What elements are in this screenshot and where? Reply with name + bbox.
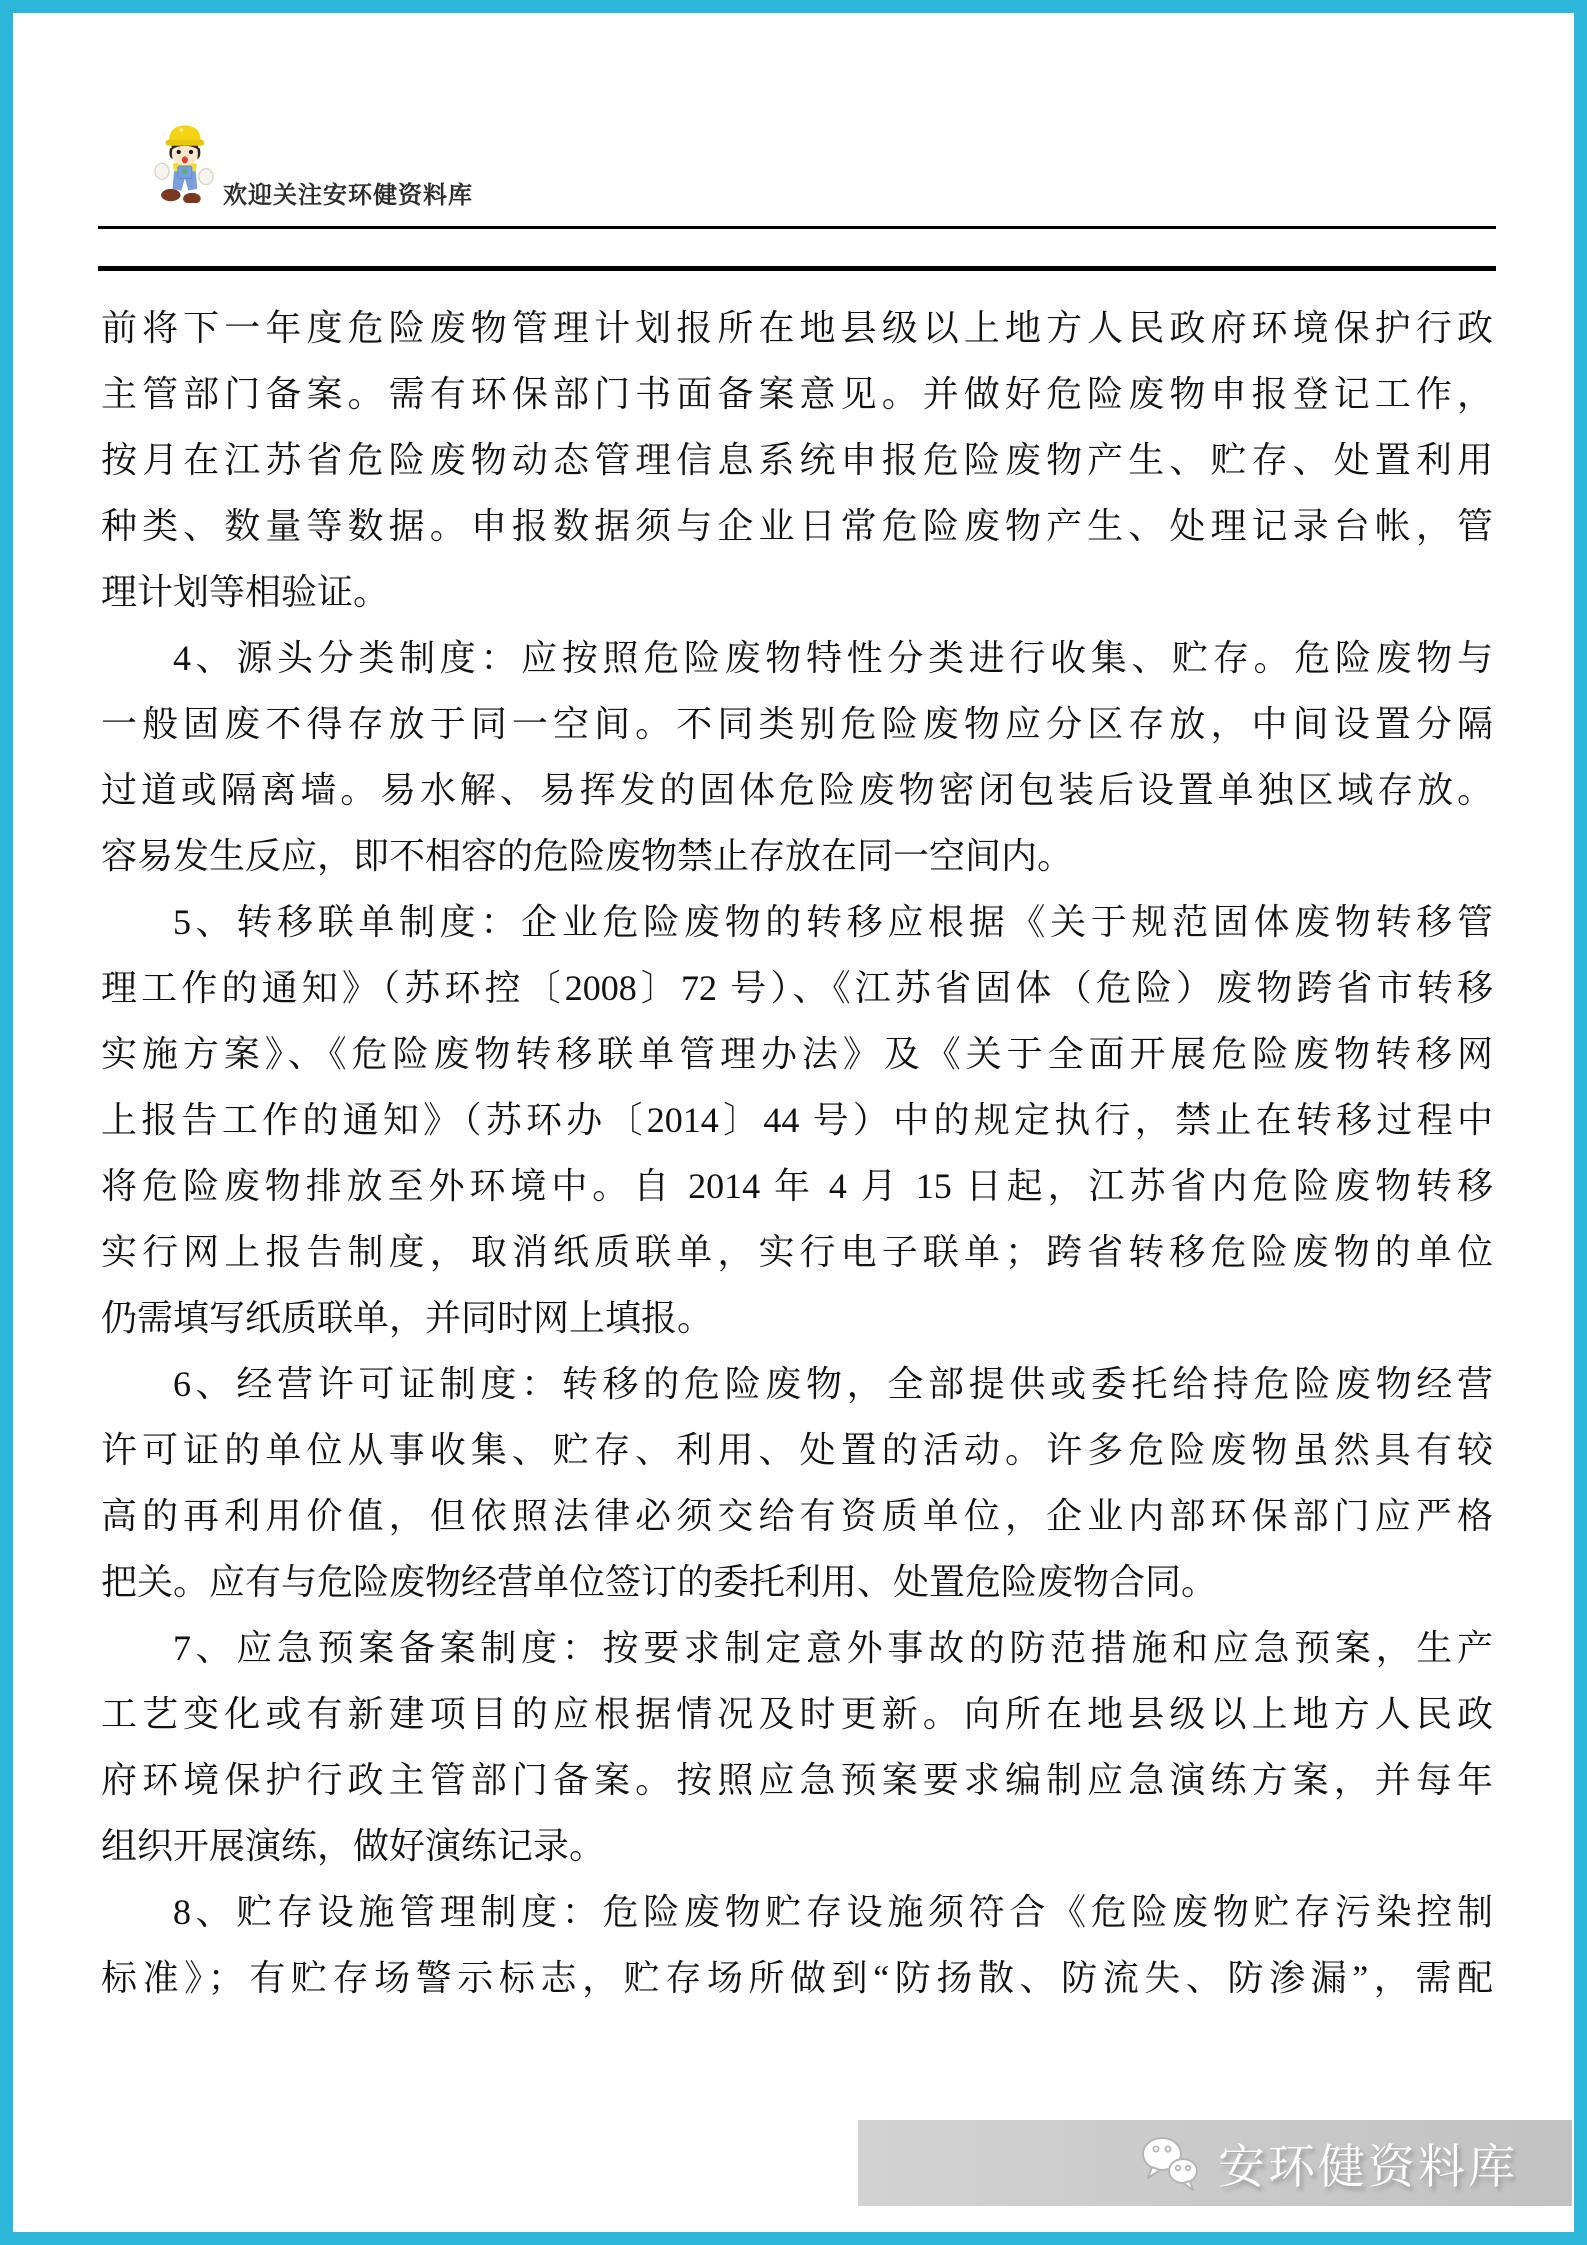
body-line-21: 7、应急预案备案制度：按要求制定意外事故的防范措施和应急预案，生产 [173,1628,1493,1668]
body-line-26: 标准》；有贮存场警示标志，贮存场所做到“防扬散、防流失、防渗漏”，需配 [101,1958,1493,1998]
body-line-13: 上报告工作的通知》（苏环办〔2014〕44 号）中的规定执行，禁止在转移过程中 [101,1100,1493,1140]
body-line-6: 4、源头分类制度：应按照危险废物特性分类进行收集、贮存。危险废物与 [173,638,1493,678]
divider-line-thick [98,266,1496,271]
body-line-11: 理工作的通知》（苏环控〔2008〕72 号）、《江苏省固体（危险）废物跨省市转移 [101,968,1493,1008]
body-line-19: 高的再利用价值，但依照法律必须交给有资质单位，企业内部环保部门应严格 [101,1496,1493,1536]
body-line-3: 按月在江苏省危险废物动态管理信息系统申报危险废物产生、贮存、处置利用 [101,440,1493,480]
document-body [101,295,1493,2011]
body-line-12: 实施方案》、《危险废物转移联单管理办法》及《关于全面开展危险废物转移网 [101,1034,1493,1074]
safety-worker-mascot-icon [153,115,215,203]
body-line-24: 组织开展演练，做好演练记录。 [101,1826,606,1866]
divider-line-thin [98,226,1496,229]
body-line-18: 许可证的单位从事收集、贮存、利用、处置的活动。许多危险废物虽然具有较 [101,1430,1493,1470]
body-line-14: 将危险废物排放至外环境中。自 2014 年 4 月 15 日起，江苏省内危险废物转移 [101,1166,1493,1206]
body-line-4: 种类、数量等数据。申报数据须与企业日常危险废物产生、处理记录台帐，管 [101,506,1493,546]
body-line-25: 8、贮存设施管理制度：危险废物贮存设施须符合《危险废物贮存污染控制 [173,1892,1493,1932]
footer-watermark [858,2120,1572,2206]
body-line-2: 主管部门备案。需有环保部门书面备案意见。并做好危险废物申报登记工作， [101,374,1493,414]
body-line-22: 工艺变化或有新建项目的应根据情况及时更新。向所在地县级以上地方人民政 [101,1694,1493,1734]
body-line-10: 5、转移联单制度：企业危险废物的转移应根据《关于规范固体废物转移管 [173,902,1493,942]
wechat-icon [1140,2134,1204,2192]
body-line-16: 仍需填写纸质联单，并同时网上填报。 [101,1298,714,1338]
body-line-23: 府环境保护行政主管部门备案。按照应急预案要求编制应急演练方案，并每年 [101,1760,1493,1800]
body-line-7: 一般固废不得存放于同一空间。不同类别危险废物应分区存放，中间设置分隔 [101,704,1493,744]
body-line-5: 理计划等相验证。 [101,572,390,612]
body-line-9: 容易发生反应，即不相容的危险废物禁止存放在同一空间内。 [101,836,1074,876]
body-line-1: 前将下一年度危险废物管理计划报所在地县级以上地方人民政府环境保护行政 [101,308,1493,348]
body-line-8: 过道或隔离墙。易水解、易挥发的固体危险废物密闭包装后设置单独区域存放。 [101,770,1493,810]
watermark-text: 安环健资料库 [1218,2139,1518,2193]
body-line-17: 6、经营许可证制度：转移的危险废物，全部提供或委托给持危险废物经营 [173,1364,1493,1404]
body-line-15: 实行网上报告制度，取消纸质联单，实行电子联单；跨省转移危险废物的单位 [101,1232,1493,1272]
body-line-20: 把关。应有与危险废物经营单位签订的委托利用、处置危险废物合同。 [101,1562,1218,1602]
welcome-text: 欢迎关注安环健资料库 [223,182,473,209]
